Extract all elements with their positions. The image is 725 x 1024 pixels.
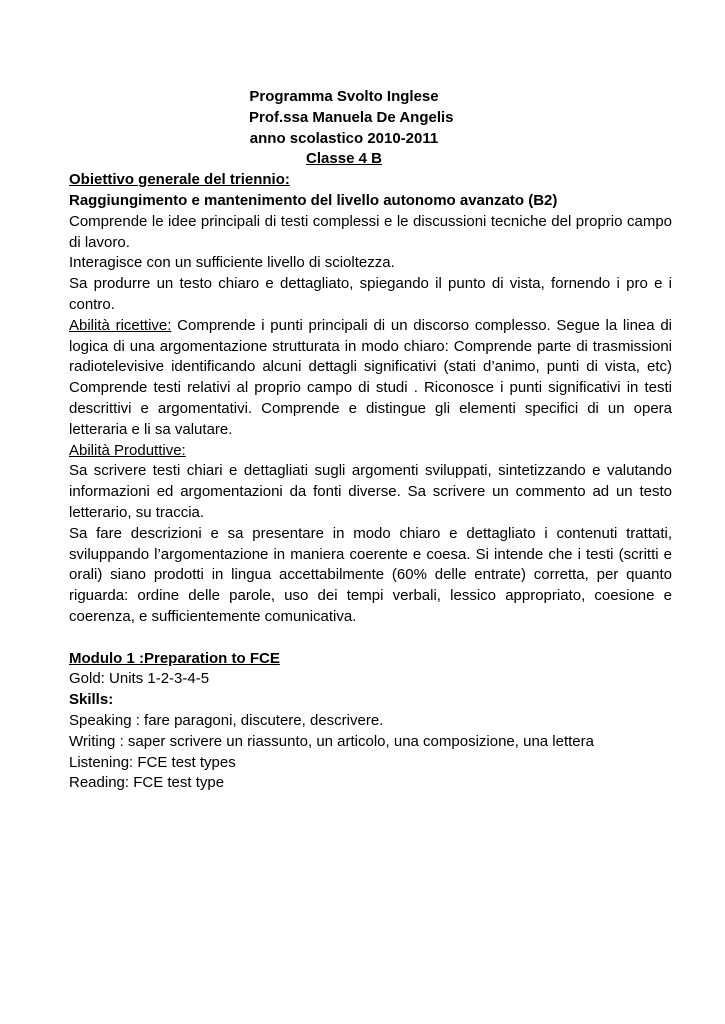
productive-paragraph-1: Sa scrivere testi chiari e dettagliati sugli argomenti sviluppati, sintetizzando e valutando informazioni ed argomentazioni da fonti diverse. Sa scrivere un commento ad un testo letterario, su traccia. (69, 462, 672, 521)
receptive-skills-text: Comprende i punti principali di un discorso complesso. Segue la linea di logica di una argomentazione strutturata in modo chiaro: Comprende parte di trasmissioni radiotelevisive identificando alcuni dettagli significativi (stati d’animo, punti di vista, etc) Comprende testi relativi al proprio campo di studi . Riconosce i punti significativi in testi descrittivi e argomentativi. Comprende e distingue gli elementi specifici di un opera letteraria e li sa valutare. (69, 316, 673, 438)
objective-paragraph-1: Comprende le idee principali di testi complessi e le discussioni tecniche del proprio campo di lavoro. (69, 212, 672, 251)
module-1-reading: Reading: FCE test type (69, 774, 225, 792)
receptive-skills-paragraph (69, 316, 672, 441)
module-1-writing: Writing : saper scrivere un riassunto, un articolo, una composizione, una lettera (69, 732, 594, 750)
header-school-year: anno scolastico 2010-2011 (249, 129, 439, 147)
productive-paragraph-2: Sa fare descrizioni e sa presentare in modo chiaro e dettagliato i contenuti trattati, sviluppando l’argomentazione in maniera coerente e coesa. Si intende che i testi (scritti e orali) siano prodotti in lingua accettabilmente (60% delle entrate) corretta, per quanto riguarda: ordine delle parole, uso dei tempi verbali, lessico appropriato, coesione e coerenza, e sufficientemente comunicativa. (69, 524, 672, 625)
module-1-gold-units: Gold: Units 1-2-3-4-5 (69, 670, 210, 688)
document-body (69, 87, 672, 794)
objective-paragraph-3: Sa produrre un testo chiaro e dettagliato, spiegando il punto di vista, fornendo i pro e i contro. (69, 275, 672, 313)
header-title: Programma Svolto Inglese (249, 88, 439, 105)
objective-paragraph-2: Interagisce con un sufficiente livello di scioltezza. (69, 254, 395, 272)
header-class: Classe 4 B (306, 150, 382, 168)
document-header (249, 87, 454, 170)
module-1-listening: Listening: FCE test types (69, 753, 236, 771)
receptive-skills-label: Abilità ricettive: (69, 316, 172, 334)
objective-heading: Obiettivo generale del triennio: (69, 171, 290, 189)
section-spacer (69, 628, 672, 649)
productive-skills-label: Abilità Produttive: (69, 441, 186, 459)
module-1-speaking: Speaking : fare paragoni, discutere, descrivere. (69, 711, 384, 729)
module-1-title: Modulo 1 :Preparation to FCE (69, 649, 280, 667)
header-teacher: Prof.ssa Manuela De Angelis (249, 108, 454, 126)
objective-subheading: Raggiungimento e mantenimento del livello autonomo avanzato (B2) (69, 191, 558, 209)
module-1-skills-label: Skills: (69, 691, 114, 709)
